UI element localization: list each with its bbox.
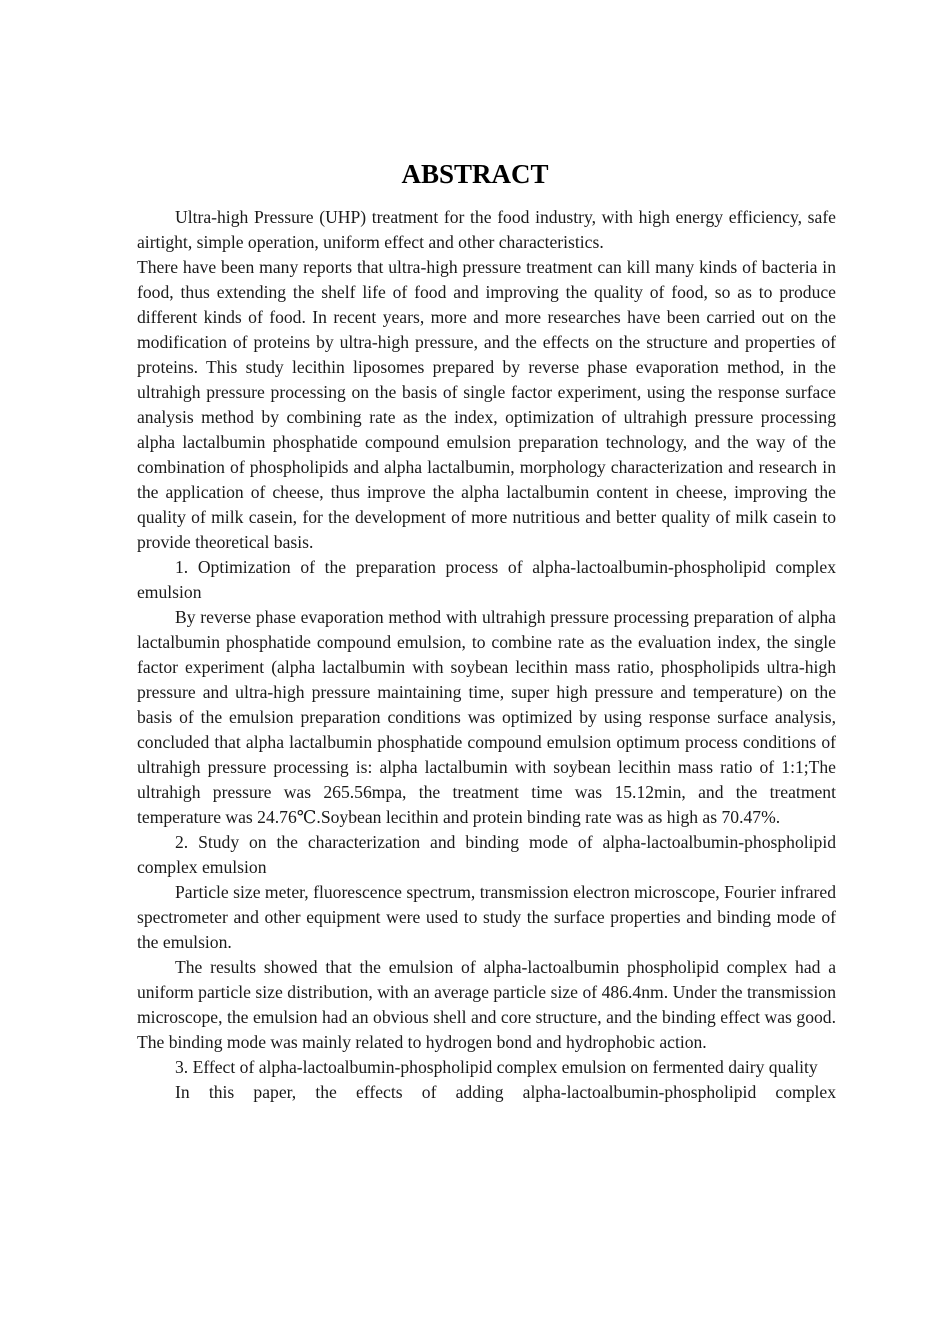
paragraph-effects: In this paper, the effects of adding alpha-lactoalbumin-phospholipid complex: [175, 1082, 836, 1102]
paragraph-equipment: Particle size meter, fluorescence spectrum, transmission electron microscope, Fourier infrared spectrometer and other equipment were used to study the surface properties and binding mode of the emulsion.: [137, 882, 836, 952]
paragraph-preparation: By reverse phase evaporation method with ultrahigh pressure processing preparation of alpha lactalbumin phosphatide compound emulsion, to combine rate as the evaluation index, the single factor experiment (alpha lactalbumin with soybean lecithin mass ratio, phospholipids ultra-high pressure and ultra-high pressure maintaining time, super high pressure and temperature) on the basis of the emulsion preparation conditions was optimized by using response surface analysis, concluded that alpha lactalbumin phosphatide compound emulsion optimum process conditions of ultrahigh pressure processing is: alpha lactalbumin with soybean lecithin mass ratio of 1:1;The ultrahigh pressure was 265.56mpa, the treatment time was 15.12min, and the treatment temperature was 24.76℃.Soybean lecithin and protein binding rate was as high as 70.47%.: [137, 607, 836, 827]
paragraph-results: The results showed that the emulsion of alpha-lactoalbumin phospholipid complex had a uniform particle size distribution, with an average particle size of 486.4nm. Under the transmission microscope, the emulsion had an obvious shell and core structure, and the binding effect was good. The binding mode was mainly related to hydrogen bond and hydrophobic action.: [137, 957, 836, 1052]
abstract-heading: ABSTRACT: [401, 159, 549, 189]
paragraph-uhp-intro: Ultra-high Pressure (UHP) treatment for the food industry, with high energy efficiency, safe airtight, simple operation, uniform effect and other characteristics.: [137, 207, 836, 252]
section-heading-2: 2. Study on the characterization and binding mode of alpha-lactoalbumin-phospholipid complex emulsion: [137, 832, 836, 877]
section-heading-3: 3. Effect of alpha-lactoalbumin-phospholipid complex emulsion on fermented dairy quality: [175, 1057, 818, 1077]
section-heading-1: 1. Optimization of the preparation process of alpha-lactoalbumin-phospholipid complex emulsion: [137, 557, 836, 602]
paragraph-background: There have been many reports that ultra-high pressure treatment can kill many kinds of bacteria in food, thus extending the shelf life of food and improving the quality of food, so as to produce different kinds of food. In recent years, more and more researches have been carried out on the modification of proteins by ultra-high pressure, and the effects on the structure and properties of proteins. This study lecithin liposomes prepared by reverse phase evaporation method, in the ultrahigh pressure processing on the basis of single factor experiment, using the response surface analysis method by combining rate as the index, optimization of ultrahigh pressure processing alpha lactalbumin phosphatide compound emulsion preparation technology, and the way of the combination of phospholipids and alpha lactalbumin, morphology characterization and research in the application of cheese, thus improve the alpha lactalbumin content in cheese, improving the quality of milk casein, for the development of more nutritious and better quality of milk casein to provide theoretical basis.: [137, 257, 836, 552]
abstract-body: [137, 205, 836, 1105]
